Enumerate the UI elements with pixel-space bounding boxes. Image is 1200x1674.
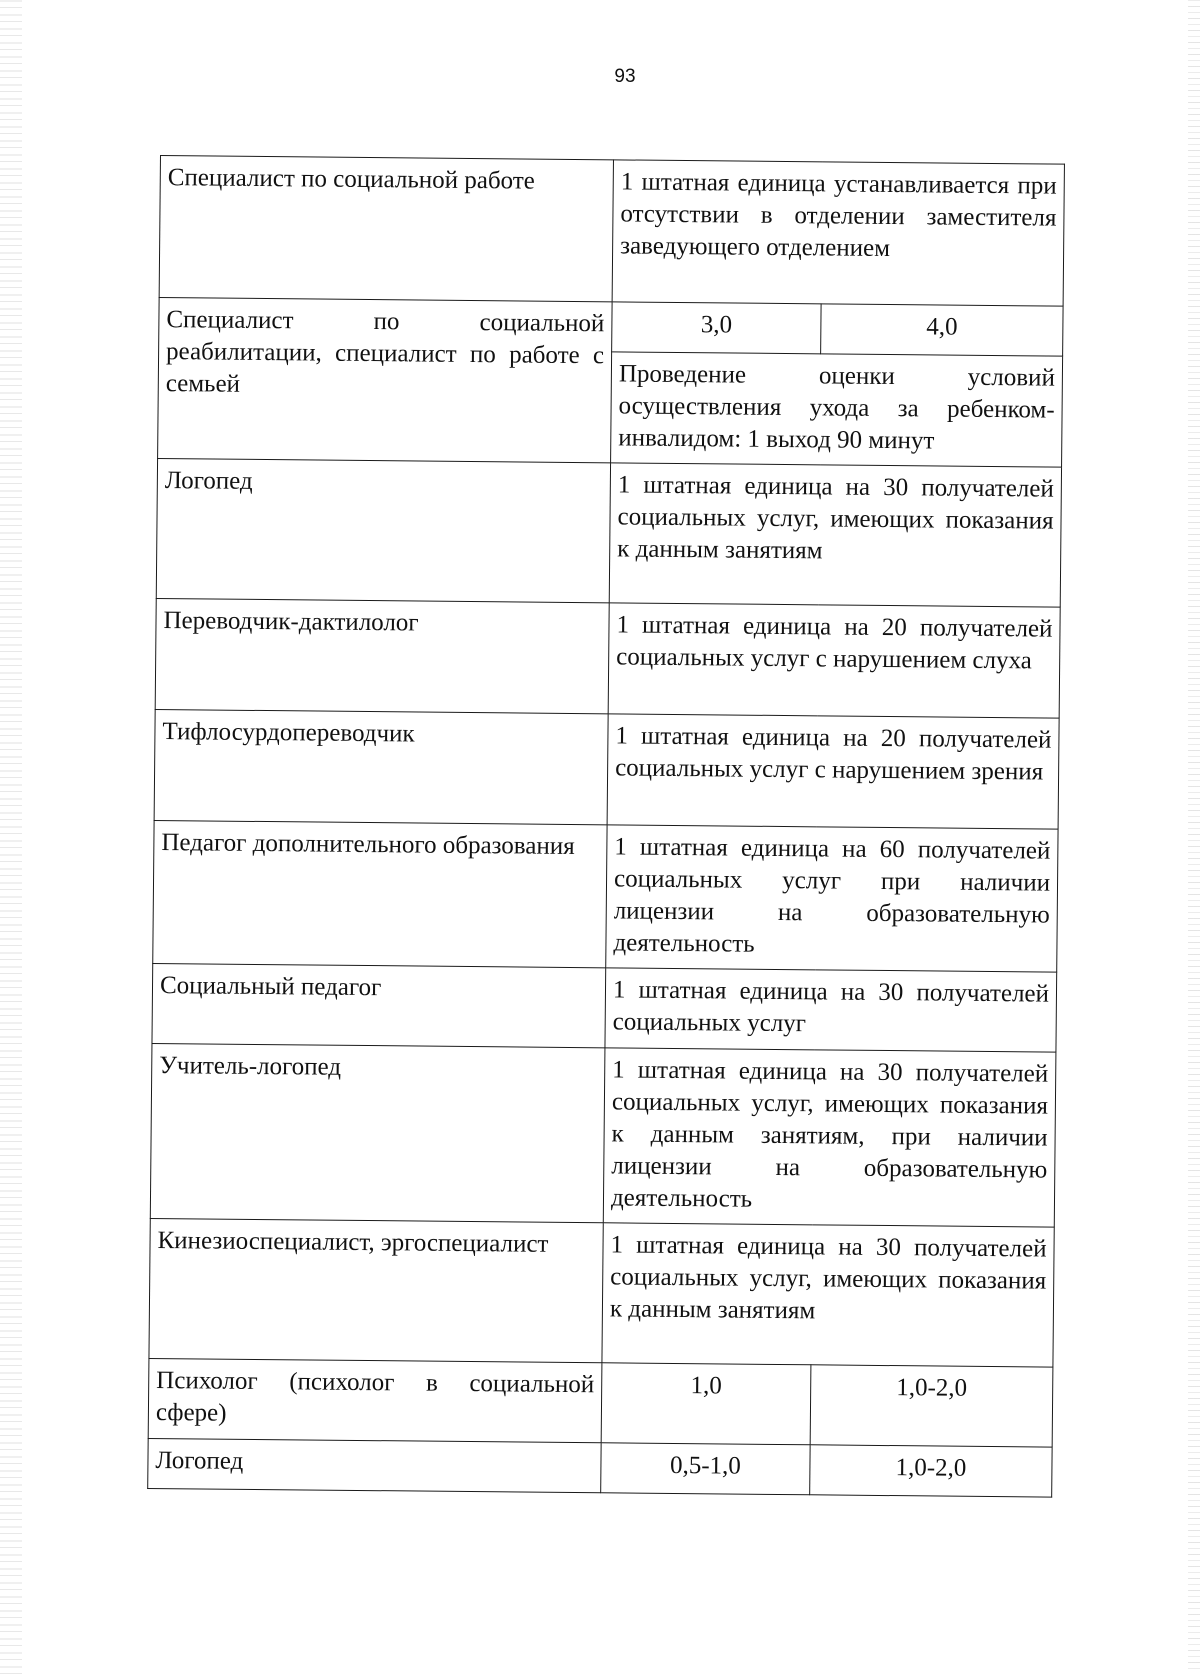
scan-edge-left <box>0 0 22 1674</box>
position-name: Педагог дополнительного образования <box>153 820 607 967</box>
staff-count-value: 1,0 <box>601 1363 811 1445</box>
staff-count-value: 1,0-2,0 <box>810 1365 1053 1447</box>
staff-count-value: 0,5-1,0 <box>601 1443 810 1495</box>
staffing-norm: 1 штатная единица устанавливается при отсутствии в отделении заместителя заведующего отделением <box>612 160 1064 306</box>
position-name: Специалист по социальной реабилитации, специалист по работе с семьей <box>158 297 613 462</box>
table-row <box>149 1218 1054 1367</box>
table-row <box>155 598 1060 718</box>
position-name: Учитель-логопед <box>150 1043 605 1222</box>
position-name: Переводчик-дактилолог <box>155 598 609 713</box>
position-name: Специалист по социальной работе <box>159 156 613 302</box>
table-row <box>152 963 1057 1052</box>
staffing-norm: 1 штатная единица на 20 получателей социальных услуг с нарушением зрения <box>607 714 1059 829</box>
position-name: Кинезиоспециалист, эргоспециалист <box>149 1218 603 1362</box>
staff-count-value: 4,0 <box>821 304 1063 356</box>
table-row <box>153 820 1058 972</box>
staffing-norm: 1 штатная единица на 30 получателей социальных услуг, имеющих показания к данным занятиям <box>602 1223 1054 1367</box>
staffing-norm: 1 штатная единица на 20 получателей социальных услуг с нарушением слуха <box>608 603 1060 718</box>
table-row <box>159 297 1063 356</box>
table-row <box>156 458 1061 607</box>
staffing-norm: Проведение оценки условий осуществления ухода за ребенком-инвалидом: 1 выход 90 минут <box>611 352 1063 467</box>
staffing-norm: 1 штатная единица на 30 получателей социальных услуг, имеющих показания к данным занятиям, при наличии лицензии на образовательную деятельность <box>603 1048 1056 1227</box>
page-number: 93 <box>614 66 636 87</box>
table-row <box>148 1438 1052 1497</box>
position-name: Психолог (психолог в социальной сфере) <box>148 1358 602 1442</box>
table-row <box>154 709 1059 829</box>
position-name: Логопед <box>156 458 610 602</box>
staff-count-value: 1,0-2,0 <box>810 1445 1052 1497</box>
staffing-norm: 1 штатная единица на 60 получателей социальных услуг при наличии лицензии на образовательную деятельность <box>606 825 1058 972</box>
position-name: Тифлосурдопереводчик <box>154 709 608 824</box>
position-name: Логопед <box>148 1438 601 1492</box>
staffing-norm: 1 штатная единица на 30 получателей социальных услуг, имеющих показания к данным занятиям <box>609 463 1061 607</box>
table-row <box>150 1043 1056 1227</box>
scan-edge-right <box>1188 0 1200 1674</box>
staffing-table <box>147 155 1065 1498</box>
position-name: Социальный педагог <box>152 963 606 1047</box>
table-row <box>159 156 1064 307</box>
staff-count-value: 3,0 <box>612 302 821 354</box>
staffing-norm: 1 штатная единица на 30 получателей социальных услуг <box>605 968 1057 1052</box>
table-row <box>148 1358 1053 1447</box>
